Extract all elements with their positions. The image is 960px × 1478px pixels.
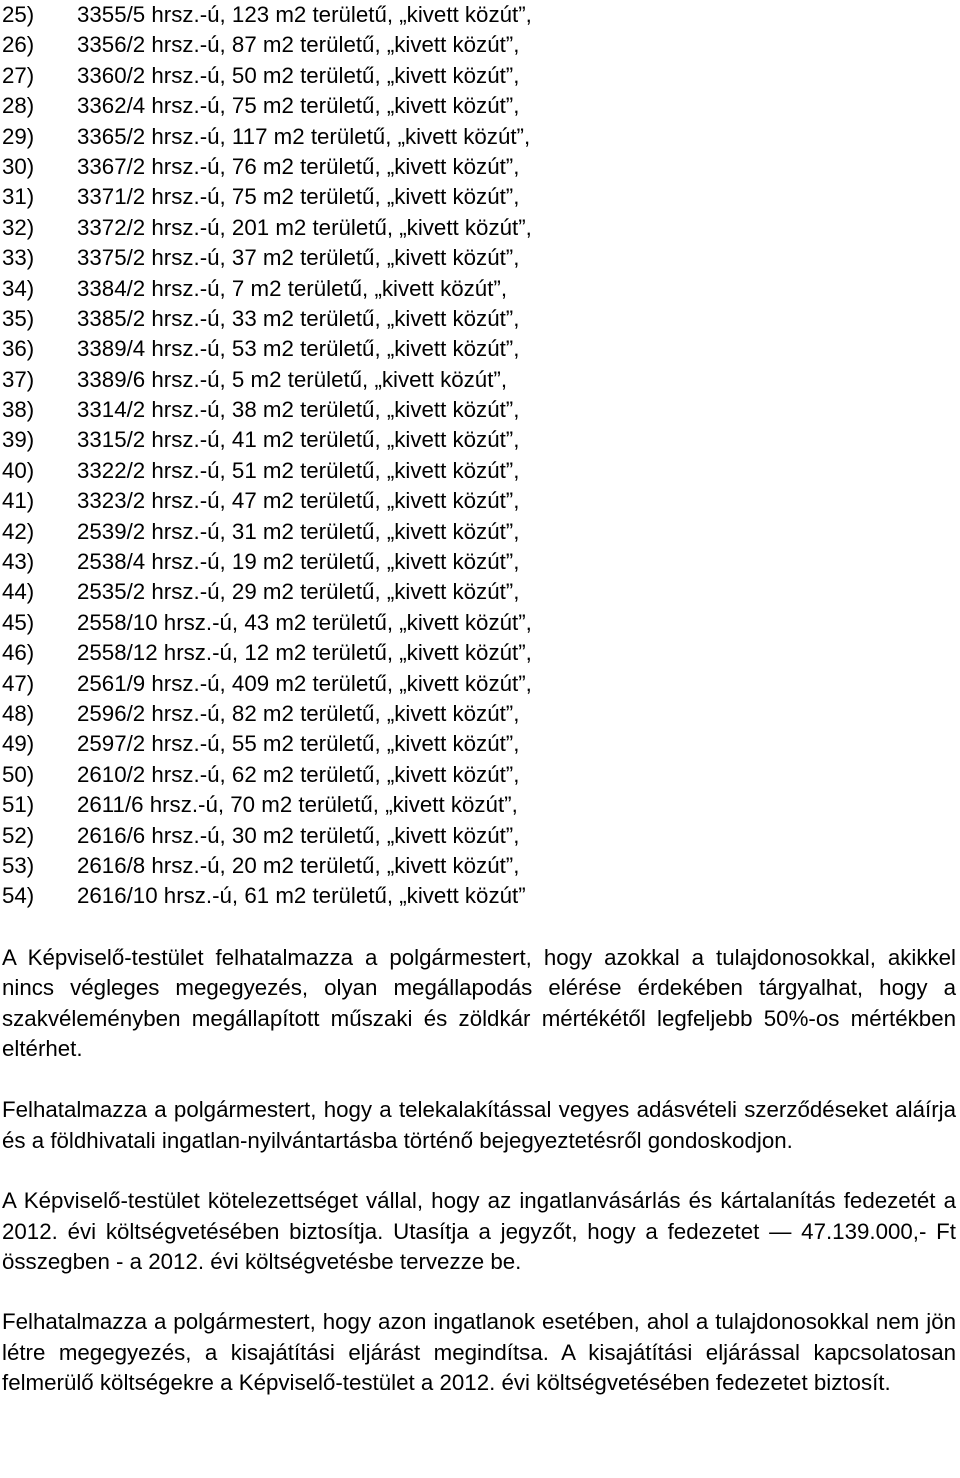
list-item-text: 2616/8 hrsz.-ú, 20 m2 területű, „kivett közút”, bbox=[77, 852, 520, 878]
paragraph-authorization-agreement: A Képviselő-testület felhatalmazza a polgármestert, hogy azokkal a tulajdonosokkal, akikkel nincs végleges megegyezés, olyan megállapodás elérése érdekében tárgyalhat, hogy a szakvéleményben megállapított műszaki és zöldkár mértékétől legfeljebb 50%-os mértékben eltérhet. bbox=[2, 944, 956, 1061]
list-item-number: 42) bbox=[2, 518, 35, 544]
list-item-number: 45) bbox=[2, 609, 35, 635]
list-item-text: 2539/2 hrsz.-ú, 31 m2 területű, „kivett közút”, bbox=[77, 518, 520, 544]
list-item bbox=[2, 213, 956, 243]
list-item-text: 3371/2 hrsz.-ú, 75 m2 területű, „kivett közút”, bbox=[77, 184, 520, 210]
list-item bbox=[2, 729, 956, 759]
list-item bbox=[2, 152, 956, 182]
list-item-text: 2558/10 hrsz.-ú, 43 m2 területű, „kivett közút”, bbox=[77, 609, 532, 635]
list-item-number: 26) bbox=[2, 32, 35, 58]
list-item-number: 38) bbox=[2, 397, 35, 423]
list-item bbox=[2, 395, 956, 425]
paragraph-authorization-contracts: Felhatalmazza a polgármestert, hogy a telekalakítással vegyes adásvételi szerződéseket aláírja és a földhivatali ingatlan-nyilvántartásba történő bejegyeztetésről gondoskodjon. bbox=[2, 1097, 956, 1153]
parcel-list bbox=[2, 0, 956, 912]
list-item-number: 28) bbox=[2, 93, 35, 119]
list-item-text: 2611/6 hrsz.-ú, 70 m2 területű, „kivett közút”, bbox=[77, 792, 518, 818]
list-item bbox=[2, 547, 956, 577]
list-item-number: 43) bbox=[2, 549, 35, 575]
list-item-text: 3389/6 hrsz.-ú, 5 m2 területű, „kivett közút”, bbox=[77, 366, 508, 392]
list-item bbox=[2, 122, 956, 152]
list-item bbox=[2, 577, 956, 607]
list-item-text: 3375/2 hrsz.-ú, 37 m2 területű, „kivett közút”, bbox=[77, 245, 520, 271]
list-item bbox=[2, 30, 956, 60]
list-item bbox=[2, 517, 956, 547]
list-item-number: 27) bbox=[2, 62, 35, 88]
list-item-text: 3365/2 hrsz.-ú, 117 m2 területű, „kivett közút”, bbox=[77, 123, 531, 149]
list-item-text: 3360/2 hrsz.-ú, 50 m2 területű, „kivett közút”, bbox=[77, 62, 520, 88]
paragraph-budget-commitment: A Képviselő-testület kötelezettséget vállal, hogy az ingatlanvásárlás és kártalanítás fedezetét a 2012. évi költségvetésében biztosítja. Utasítja a jegyzőt, hogy a fedezetet — 47.139.000,- Ft összegben - a 2012. évi költségvetésbe tervezze be. bbox=[2, 1188, 956, 1274]
list-item-text: 3355/5 hrsz.-ú, 123 m2 területű, „kivett közút”, bbox=[77, 2, 532, 27]
list-item bbox=[2, 638, 956, 668]
list-item bbox=[2, 304, 956, 334]
list-item bbox=[2, 243, 956, 273]
list-item-text: 2610/2 hrsz.-ú, 62 m2 területű, „kivett közút”, bbox=[77, 761, 520, 787]
list-item bbox=[2, 182, 956, 212]
list-item-number: 30) bbox=[2, 153, 35, 179]
list-item-text: 2597/2 hrsz.-ú, 55 m2 területű, „kivett közút”, bbox=[77, 731, 520, 757]
list-item-number: 35) bbox=[2, 305, 35, 331]
list-item bbox=[2, 881, 956, 911]
list-item-text: 2535/2 hrsz.-ú, 29 m2 területű, „kivett közút”, bbox=[77, 579, 520, 605]
list-item bbox=[2, 790, 956, 820]
list-item-number: 39) bbox=[2, 427, 35, 453]
list-item-number: 41) bbox=[2, 488, 35, 514]
list-item bbox=[2, 669, 956, 699]
list-item-number: 29) bbox=[2, 123, 35, 149]
list-item-number: 50) bbox=[2, 761, 35, 787]
list-item-text: 3385/2 hrsz.-ú, 33 m2 területű, „kivett közút”, bbox=[77, 305, 520, 331]
list-item-number: 52) bbox=[2, 822, 35, 848]
list-item-text: 2596/2 hrsz.-ú, 82 m2 területű, „kivett közút”, bbox=[77, 700, 520, 726]
list-item-text: 3372/2 hrsz.-ú, 201 m2 területű, „kivett közút”, bbox=[77, 214, 532, 240]
list-item-text: 2616/6 hrsz.-ú, 30 m2 területű, „kivett közút”, bbox=[77, 822, 520, 848]
paragraph-expropriation: Felhatalmazza a polgármestert, hogy azon ingatlanok esetében, ahol a tulajdonosokkal nem jön létre megegyezés, a kisajátítási eljárást megindítsa. A kisajátítási eljárással kapcsolatosan felmerülő költségekre a Képviselő-testület a 2012. évi költségvetésében fedezetet biztosít. bbox=[2, 1309, 956, 1396]
list-item bbox=[2, 486, 956, 516]
list-item bbox=[2, 456, 956, 486]
list-item bbox=[2, 0, 956, 30]
list-item bbox=[2, 365, 956, 395]
list-item-text: 3389/4 hrsz.-ú, 53 m2 területű, „kivett közút”, bbox=[77, 336, 520, 362]
list-item-text: 3323/2 hrsz.-ú, 47 m2 területű, „kivett közút”, bbox=[77, 488, 520, 514]
list-item-text: 2616/10 hrsz.-ú, 61 m2 területű, „kivett közút” bbox=[77, 883, 526, 909]
list-item-number: 51) bbox=[2, 792, 35, 818]
list-item-number: 47) bbox=[2, 670, 35, 696]
list-item-text: 3356/2 hrsz.-ú, 87 m2 területű, „kivett közút”, bbox=[77, 32, 520, 58]
list-item-number: 25) bbox=[2, 2, 35, 27]
list-item-text: 3362/4 hrsz.-ú, 75 m2 területű, „kivett közút”, bbox=[77, 93, 520, 119]
list-item bbox=[2, 274, 956, 304]
list-item bbox=[2, 334, 956, 364]
list-item-text: 3367/2 hrsz.-ú, 76 m2 területű, „kivett közút”, bbox=[77, 153, 520, 179]
document-page bbox=[2, 0, 956, 1399]
list-item-number: 46) bbox=[2, 640, 35, 666]
list-item-text: 2561/9 hrsz.-ú, 409 m2 területű, „kivett közút”, bbox=[77, 670, 532, 696]
list-item bbox=[2, 61, 956, 91]
list-item-number: 33) bbox=[2, 245, 35, 271]
list-item-number: 40) bbox=[2, 457, 35, 483]
list-item bbox=[2, 91, 956, 121]
list-item bbox=[2, 821, 956, 851]
list-item-number: 37) bbox=[2, 366, 35, 392]
list-item-number: 48) bbox=[2, 700, 35, 726]
list-item bbox=[2, 608, 956, 638]
list-item-text: 3384/2 hrsz.-ú, 7 m2 területű, „kivett közút”, bbox=[77, 275, 508, 301]
list-item bbox=[2, 851, 956, 881]
list-item-number: 54) bbox=[2, 883, 35, 909]
list-item-text: 2558/12 hrsz.-ú, 12 m2 területű, „kivett közút”, bbox=[77, 640, 532, 666]
list-item-number: 53) bbox=[2, 852, 35, 878]
list-item-number: 32) bbox=[2, 214, 35, 240]
list-item-number: 34) bbox=[2, 275, 35, 301]
list-item-text: 3314/2 hrsz.-ú, 38 m2 területű, „kivett közút”, bbox=[77, 397, 520, 423]
list-item bbox=[2, 425, 956, 455]
list-item-number: 36) bbox=[2, 336, 35, 362]
list-item bbox=[2, 760, 956, 790]
list-item-number: 49) bbox=[2, 731, 35, 757]
list-item-text: 3315/2 hrsz.-ú, 41 m2 területű, „kivett közút”, bbox=[77, 427, 520, 453]
list-item-text: 2538/4 hrsz.-ú, 19 m2 területű, „kivett közút”, bbox=[77, 549, 520, 575]
list-item-number: 44) bbox=[2, 579, 35, 605]
list-item bbox=[2, 699, 956, 729]
list-item-number: 31) bbox=[2, 184, 35, 210]
list-item-text: 3322/2 hrsz.-ú, 51 m2 területű, „kivett közút”, bbox=[77, 457, 520, 483]
